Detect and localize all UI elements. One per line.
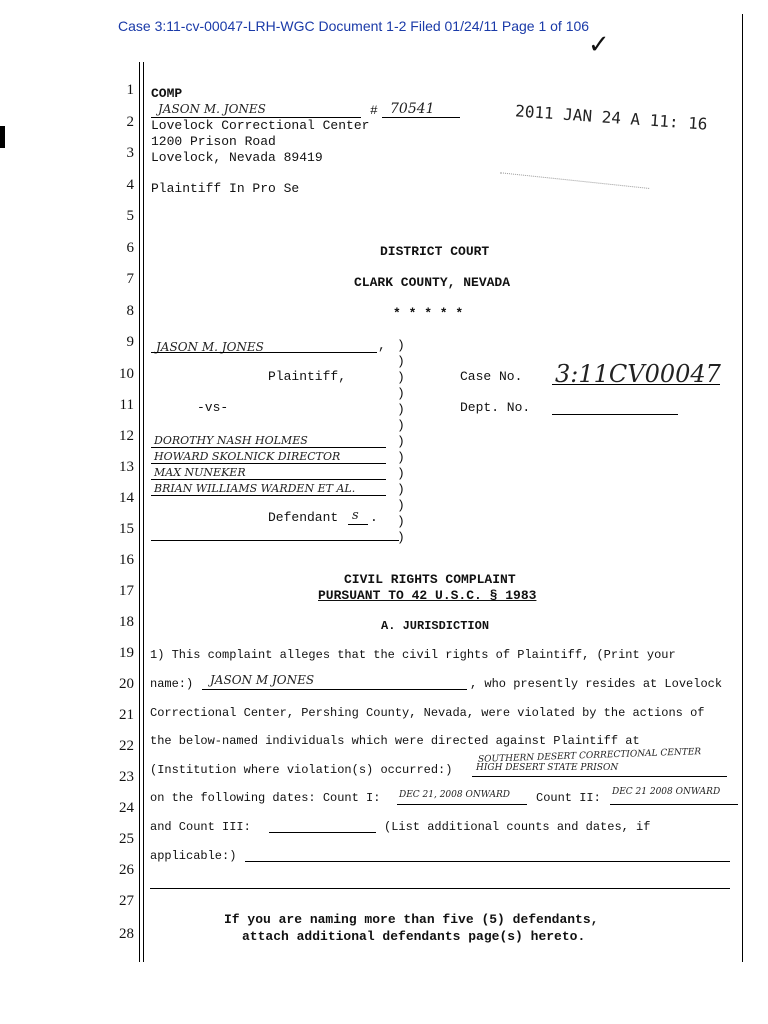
divider-stars: * * * * * [393, 306, 464, 321]
filing-stamp: 2011 JAN 24 A 11: 16 [514, 101, 709, 134]
defendant-1-handwritten: DOROTHY NASH HOLMES [154, 434, 308, 447]
defendants-notice-2: attach additional defendants page(s) hereto. [242, 929, 586, 944]
line-number: 13 [119, 459, 134, 475]
line-number: 20 [119, 676, 134, 692]
right-margin-rule [742, 14, 743, 962]
line-number: 6 [126, 240, 134, 256]
line-number: 14 [119, 490, 134, 506]
count-2-date-handwritten: DEC 21 2008 ONWARD [612, 787, 721, 797]
defendant-4-handwritten: BRIAN WILLIAMS WARDEN ET AL. [154, 482, 356, 495]
document-type: COMP [151, 86, 183, 101]
resides-text: , who presently resides at Lovelock [470, 677, 723, 691]
defendant-underline [151, 495, 386, 496]
line-number: 7 [126, 271, 134, 287]
case-number-label: Case No. [460, 369, 523, 384]
court-county: CLARK COUNTY, NEVADA [354, 275, 511, 290]
binder-mark [0, 126, 5, 148]
inmate-number-underline [382, 117, 460, 118]
caption-bracket: ) [397, 530, 405, 545]
plaintiff-underline [151, 352, 377, 353]
name-handwritten: JASON M JONES [210, 673, 315, 687]
caption-bracket: ) [397, 482, 405, 497]
complaint-subtitle: PURSUANT TO 42 U.S.C. § 1983 [318, 588, 537, 603]
caption-bracket: ) [397, 498, 405, 513]
caption-bracket: ) [397, 514, 405, 529]
line-number: 8 [126, 303, 134, 319]
case-header: Case 3:11-cv-00047-LRH-WGC Document 1-2 Filed 01/24/11 Page 1 of 106 [118, 18, 590, 34]
additional-counts-text: (List additional counts and dates, if [384, 820, 651, 834]
caption-bracket: ) [397, 386, 405, 401]
caption-bracket: ) [397, 450, 405, 465]
defendant-period: . [370, 510, 378, 525]
line-number: 11 [119, 397, 134, 413]
caption-bracket: ) [397, 338, 405, 353]
defendant-suffix-underline [348, 524, 368, 525]
case-number-underline [552, 384, 720, 385]
line-number: 23 [119, 769, 134, 785]
dept-number-line [552, 414, 678, 415]
complaint-title: CIVIL RIGHTS COMPLAINT [344, 572, 516, 587]
line-number: 22 [119, 738, 134, 754]
count-3-line [269, 832, 376, 833]
count-2-line [610, 804, 738, 805]
defendant-suffix-handwritten: s [352, 508, 359, 523]
plaintiff-handwritten: JASON M. JONES [156, 340, 264, 354]
caption-bottom-rule [151, 540, 399, 541]
name-line [202, 689, 467, 690]
check-mark: ✓ [588, 30, 610, 60]
line-number: 5 [126, 208, 134, 224]
defendant-2-handwritten: HOWARD SKOLNICK DIRECTOR [154, 450, 341, 463]
line-number: 19 [119, 645, 134, 661]
line-number: 18 [119, 614, 134, 630]
line-number: 10 [119, 366, 134, 382]
caption-bracket: ) [397, 466, 405, 481]
caption-bracket: ) [397, 354, 405, 369]
defendant-underline [151, 447, 386, 448]
line-number: 21 [119, 707, 134, 723]
left-margin-rule-1 [139, 62, 140, 962]
applicable-prompt: applicable:) [150, 849, 237, 863]
facility-name: Lovelock Correctional Center [151, 118, 370, 133]
defendant-label: Defendant [268, 510, 339, 525]
line-number: 4 [126, 177, 134, 193]
line-number: 1 [126, 82, 134, 98]
line-number: 16 [119, 552, 134, 568]
versus-label: -vs- [197, 400, 229, 415]
dates-prompt: on the following dates: Count I: [150, 791, 381, 805]
caption-bracket: ) [397, 402, 405, 417]
court-name: DISTRICT COURT [380, 244, 490, 259]
defendant-underline [151, 479, 386, 480]
line-number: 28 [119, 926, 134, 942]
defendant-underline [151, 463, 386, 464]
body-line-21: Correctional Center, Pershing County, Nevada, were violated by the actions of [150, 706, 705, 720]
defendants-notice-1: If you are naming more than five (5) defendants, [224, 912, 599, 927]
institution-line [472, 776, 727, 777]
plaintiff-label: Plaintiff, [268, 369, 347, 384]
name-prompt: name:) [150, 677, 194, 691]
pro-se-label: Plaintiff In Pro Se [151, 181, 300, 196]
line-number: 17 [119, 583, 134, 599]
left-margin-rule-2 [143, 62, 144, 962]
count-1-line [397, 804, 527, 805]
line-number: 12 [119, 428, 134, 444]
dept-number-label: Dept. No. [460, 400, 531, 415]
caption-bracket: ) [397, 418, 405, 433]
body-line-22: the below-named individuals which were directed against Plaintiff at [150, 734, 640, 748]
caption-bracket: ) [397, 434, 405, 449]
line-number: 26 [119, 862, 134, 878]
plaintiff-comma: , [378, 338, 386, 353]
line-number: 15 [119, 521, 134, 537]
institution-prompt: (Institution where violation(s) occurred:) [150, 763, 453, 777]
facility-address: 1200 Prison Road [151, 134, 276, 149]
section-heading: A. JURISDICTION [381, 619, 490, 633]
count-2-label: Count II: [536, 791, 601, 805]
inmate-number-label: # [370, 103, 378, 118]
line-number: 3 [126, 145, 134, 161]
facility-city: Lovelock, Nevada 89419 [151, 150, 323, 165]
line-number: 24 [119, 800, 134, 816]
line-number: 2 [126, 114, 134, 130]
stamp-specks [497, 172, 649, 219]
case-number-handwritten: 3:11CV00047 [555, 360, 721, 388]
defendant-3-handwritten: MAX NUNEKER [154, 466, 246, 479]
line-number: 27 [119, 893, 134, 909]
line-number: 25 [119, 831, 134, 847]
plaintiff-name-handwritten: JASON M. JONES [158, 102, 266, 116]
line-number: 9 [126, 334, 134, 350]
caption-bracket: ) [397, 370, 405, 385]
institution-1-handwritten: SOUTHERN DESERT CORRECTIONAL CENTER [477, 747, 702, 765]
inmate-number-handwritten: 70541 [390, 101, 435, 117]
body-line-19: 1) This complaint alleges that the civil rights of Plaintiff, (Print your [150, 648, 676, 662]
applicable-line-2 [150, 888, 730, 889]
institution-2-handwritten: HIGH DESERT STATE PRISON [476, 763, 619, 773]
applicable-line-1 [245, 861, 730, 862]
count-3-prompt: and Count III: [150, 820, 251, 834]
count-1-date-handwritten: DEC 21, 2008 ONWARD [399, 790, 511, 800]
